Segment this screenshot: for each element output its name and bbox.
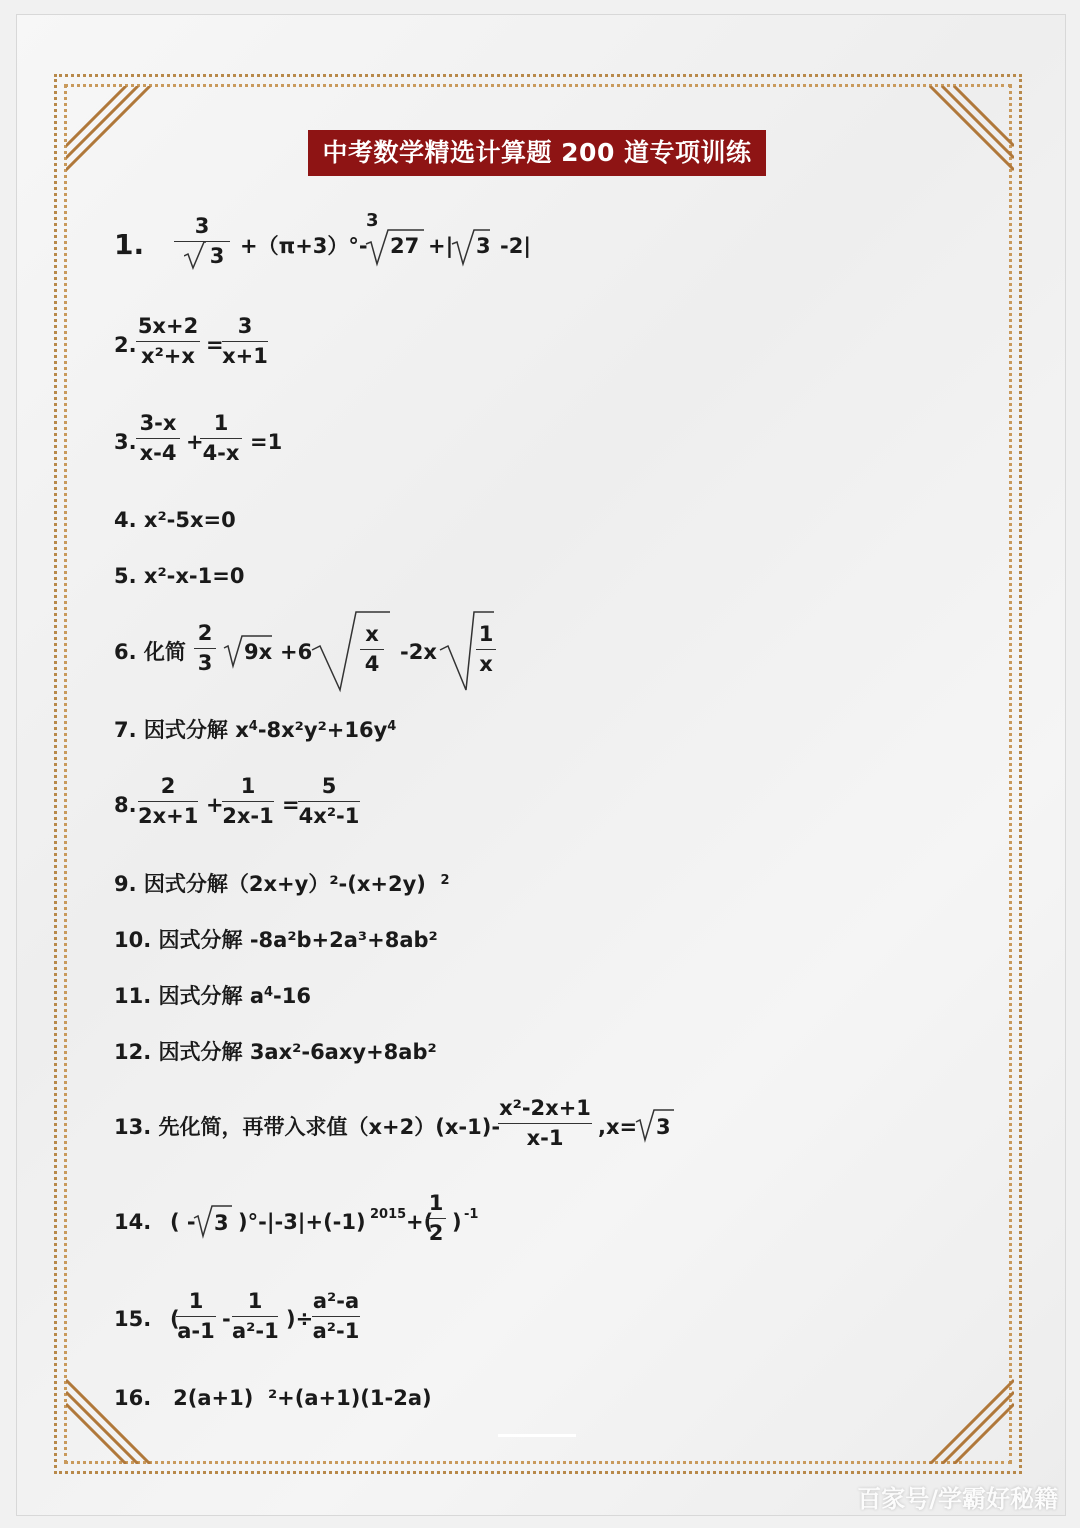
- fraction: 3 x+1: [222, 314, 268, 368]
- cube-root: 27: [366, 226, 426, 266]
- divider-line: [498, 1434, 576, 1437]
- problem-11: 11. 因式分解 $a^4-16$: [114, 984, 311, 1008]
- problem-4: 4. x²-5x=0: [114, 508, 236, 532]
- corner-ornament-top-left: [66, 86, 156, 176]
- problem-16: 16. 2(a+1) ²+(a+1)(1-2a): [114, 1386, 432, 1410]
- square-root: x 4: [312, 610, 392, 692]
- decorative-frame-inner: [64, 84, 1012, 1464]
- problem-12: 12. 因式分解 3ax²-6axy+8ab²: [114, 1040, 437, 1064]
- fraction: 5 4x²-1: [298, 774, 360, 828]
- fraction: 1 a²-1: [232, 1289, 279, 1343]
- problem-9: 9. 因式分解（2x+y）²-(x+2y) $^2$: [114, 872, 450, 896]
- fraction: 1 2x-1: [222, 774, 274, 828]
- square-root: 1 x: [440, 610, 496, 692]
- watermark: 百家号/学霸好秘籍: [857, 1485, 1058, 1513]
- fraction: 2 2x+1: [138, 774, 199, 828]
- fraction: 3-x x-4: [136, 413, 180, 464]
- fraction: 1 4-x: [200, 413, 242, 464]
- square-root: 3: [194, 1202, 234, 1240]
- fraction: x²-2x+1 x-1: [499, 1096, 591, 1150]
- corner-ornament-bottom-right: [924, 1374, 1014, 1464]
- fraction: a²-a a²-1: [312, 1289, 360, 1343]
- corner-ornament-top-right: [924, 86, 1014, 176]
- square-root: 3: [636, 1106, 676, 1144]
- square-root: 3: [452, 226, 492, 266]
- fraction: 3 3: [174, 216, 230, 267]
- square-root: 9x: [224, 632, 274, 672]
- fraction: 2 3: [194, 623, 216, 674]
- fraction: 1 2: [426, 1193, 446, 1244]
- fraction: 5x+2 x²+x: [137, 314, 199, 368]
- page-title: 中考数学精选计算题 200 道专项训练: [308, 130, 766, 176]
- problem-7: 7. 因式分解 $x^4-8x^2y^2+16y^4$: [114, 718, 397, 742]
- fraction: 1 a-1: [177, 1289, 215, 1343]
- problem-number: 1.: [114, 228, 145, 261]
- problem-5: 5. x²-x-1=0: [114, 564, 245, 588]
- problem-10: 10. 因式分解 -8a²b+2a³+8ab²: [114, 928, 438, 952]
